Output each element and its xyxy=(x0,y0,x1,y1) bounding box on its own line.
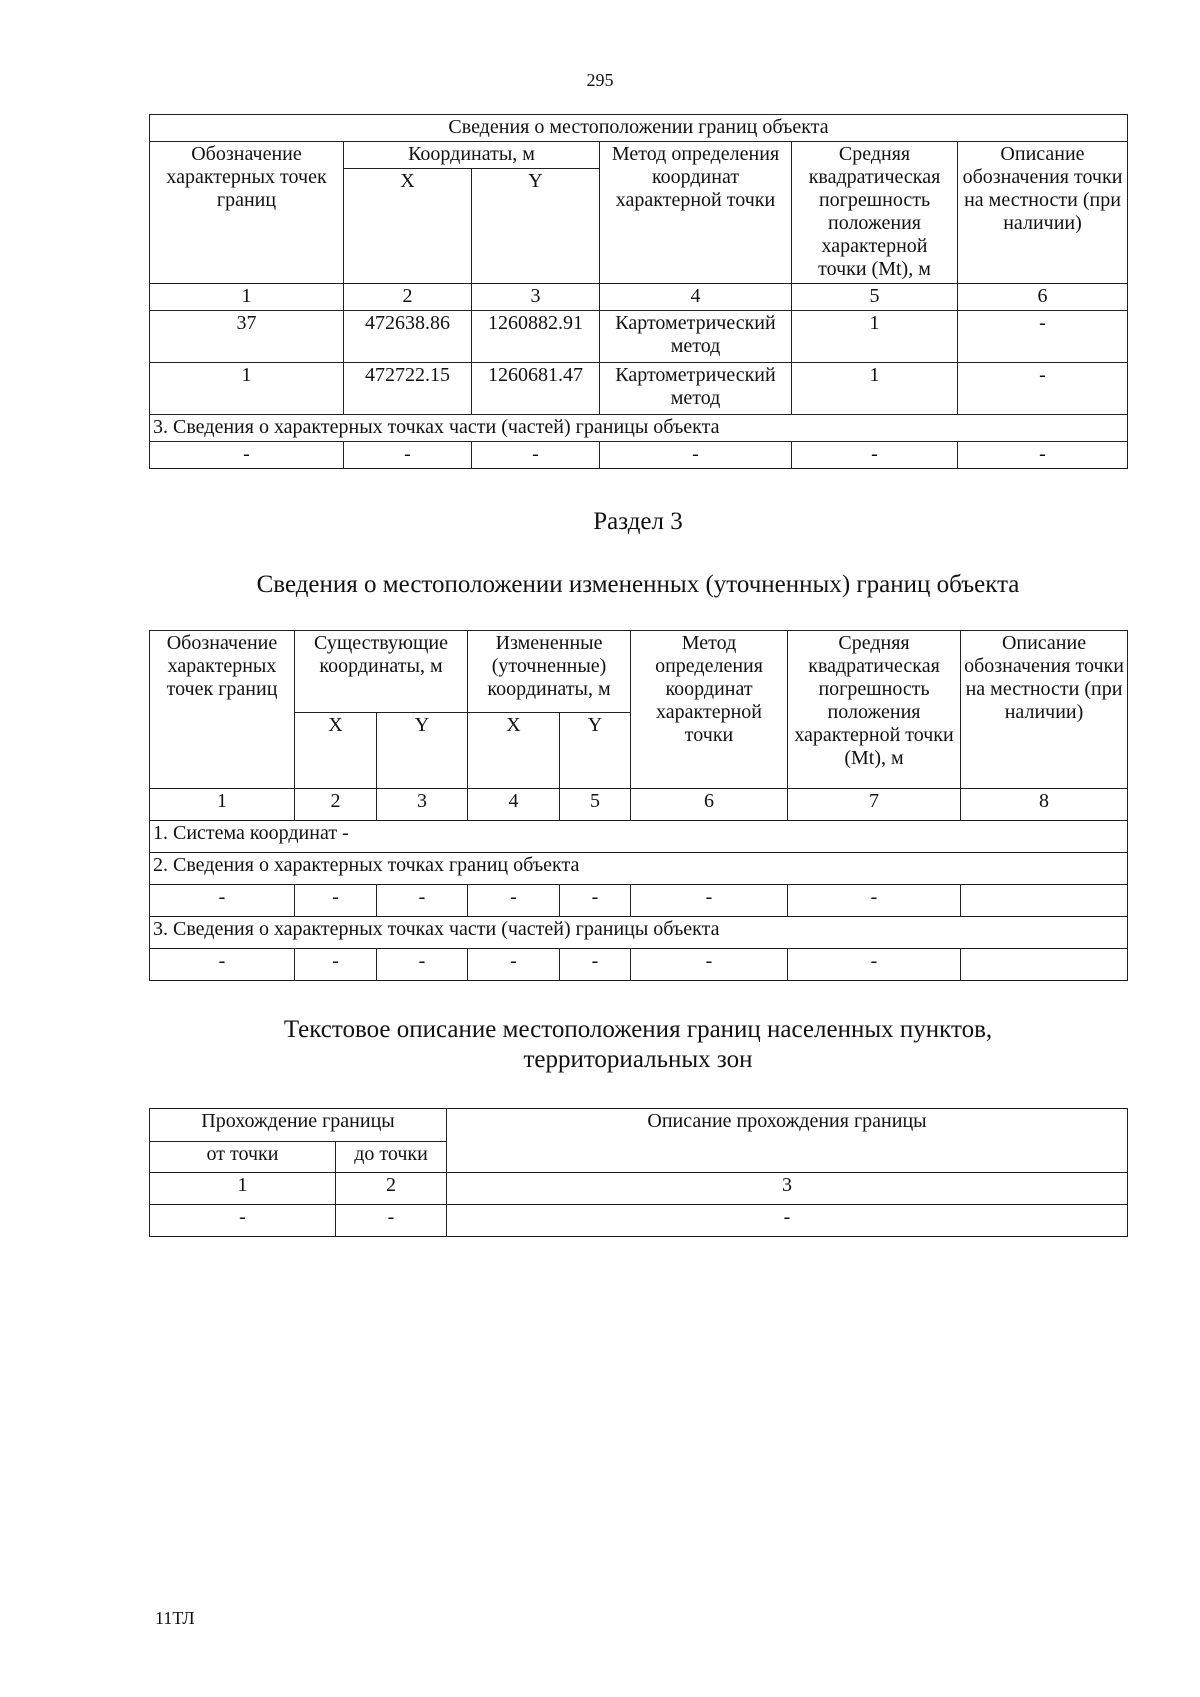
header-existing-coordinates: Существующие координаты, м xyxy=(295,631,468,713)
header-point: Обозначение характерных точек границ xyxy=(150,142,344,284)
empty-cell: - xyxy=(788,885,961,917)
method: Картометрический метод xyxy=(600,311,792,363)
column-number: 3 xyxy=(377,789,468,821)
column-number: 5 xyxy=(560,789,631,821)
table-row xyxy=(150,311,1128,363)
coord-x: 472638.86 xyxy=(344,311,472,363)
section-subtitle: Сведения о местоположении измененных (уточненных) границ объекта xyxy=(256,571,1020,598)
description: - xyxy=(958,311,1128,363)
empty-cell: - xyxy=(792,442,958,469)
empty-cell: - xyxy=(600,442,792,469)
empty-cell: - xyxy=(631,885,788,917)
page-number: 295 xyxy=(586,70,614,90)
empty-cell: - xyxy=(472,442,600,469)
section-2-label: 2. Сведения о характерных точках границ объекта xyxy=(150,853,1128,885)
column-number: 2 xyxy=(336,1173,447,1205)
empty-cell: - xyxy=(377,949,468,981)
header-point: Обозначение характерных точек границ xyxy=(150,631,295,789)
header-x: X xyxy=(344,169,472,284)
column-number: 1 xyxy=(150,789,295,821)
coord-y: 1260882.91 xyxy=(472,311,600,363)
table-title: Сведения о местоположении границ объекта xyxy=(150,115,1128,142)
empty-cell: - xyxy=(150,885,295,917)
section-3-label: 3. Сведения о характерных точках части (частей) границы объекта xyxy=(150,917,1128,949)
error: 1 xyxy=(792,363,958,415)
empty-cell: - xyxy=(150,1205,336,1237)
header-to-point: до точки xyxy=(336,1142,447,1173)
empty-cell: - xyxy=(560,885,631,917)
boundary-location-table xyxy=(149,114,1128,469)
header-x: X xyxy=(468,713,560,789)
header-changed-coordinates: Измененные (уточненные) координаты, м xyxy=(468,631,631,713)
coord-y: 1260681.47 xyxy=(472,363,600,415)
header-method: Метод определения координат характерной точки xyxy=(600,142,792,284)
column-number: 4 xyxy=(468,789,560,821)
column-numbers-row xyxy=(150,284,1128,311)
header-coordinates: Координаты, м xyxy=(344,142,600,169)
table-row xyxy=(150,1205,1128,1237)
description: - xyxy=(958,363,1128,415)
error: 1 xyxy=(792,311,958,363)
column-number: 7 xyxy=(788,789,961,821)
empty-cell: - xyxy=(631,949,788,981)
empty-cell: - xyxy=(377,885,468,917)
point-id: 37 xyxy=(150,311,344,363)
header-y: Y xyxy=(560,713,631,789)
column-number: 3 xyxy=(472,284,600,311)
column-numbers-row xyxy=(150,789,1128,821)
empty-cell: - xyxy=(468,885,560,917)
table-row xyxy=(150,442,1128,469)
empty-cell: - xyxy=(295,949,377,981)
text-title-line-1: Текстовое описание местоположения границ населенных пунктов, xyxy=(283,1016,993,1043)
header-y: Y xyxy=(377,713,468,789)
empty-cell: - xyxy=(447,1205,1128,1237)
header-passage: Прохождение границы xyxy=(150,1109,447,1142)
header-description: Описание обозначения точки на местности (при наличии) xyxy=(961,631,1128,789)
footer-code: 11ТЛ xyxy=(155,1608,195,1628)
coord-x: 472722.15 xyxy=(344,363,472,415)
empty-cell: - xyxy=(958,442,1128,469)
header-error: Средняя квадратическая погрешность положения характерной точки (Mt), м xyxy=(792,142,958,284)
empty-cell: - xyxy=(295,885,377,917)
column-number: 5 xyxy=(792,284,958,311)
column-number: 2 xyxy=(295,789,377,821)
text-description-title xyxy=(0,1015,1200,1075)
empty-cell xyxy=(961,885,1128,917)
column-number: 8 xyxy=(961,789,1128,821)
empty-cell: - xyxy=(560,949,631,981)
table-row xyxy=(150,885,1128,917)
header-method: Метод определения координат характерной точки xyxy=(631,631,788,789)
column-number: 2 xyxy=(344,284,472,311)
header-x: X xyxy=(295,713,377,789)
empty-cell: - xyxy=(468,949,560,981)
column-numbers-row xyxy=(150,1173,1128,1205)
section-3-label: 3. Сведения о характерных точках части (частей) границы объекта xyxy=(150,415,1128,442)
empty-cell xyxy=(961,949,1128,981)
text-title-line-2: территориальных зон xyxy=(523,1046,753,1073)
table-row xyxy=(150,949,1128,981)
changed-boundary-table xyxy=(149,630,1128,981)
section-title: Раздел 3 xyxy=(593,508,683,535)
header-passage-description: Описание прохождения границы xyxy=(447,1109,1128,1173)
column-number: 3 xyxy=(447,1173,1128,1205)
empty-cell: - xyxy=(336,1205,447,1237)
column-number: 1 xyxy=(150,284,344,311)
header-description: Описание обозначения точки на местности (при наличии) xyxy=(958,142,1128,284)
column-number: 4 xyxy=(600,284,792,311)
empty-cell: - xyxy=(344,442,472,469)
empty-cell: - xyxy=(788,949,961,981)
column-number: 6 xyxy=(631,789,788,821)
point-id: 1 xyxy=(150,363,344,415)
empty-cell: - xyxy=(150,949,295,981)
table-row xyxy=(150,363,1128,415)
boundary-passage-table xyxy=(149,1108,1128,1237)
empty-cell: - xyxy=(150,442,344,469)
header-error: Средняя квадратическая погрешность положения характерной точки (Mt), м xyxy=(788,631,961,789)
column-number: 1 xyxy=(150,1173,336,1205)
method: Картометрический метод xyxy=(600,363,792,415)
column-number: 6 xyxy=(958,284,1128,311)
header-y: Y xyxy=(472,169,600,284)
coordinate-system-label: 1. Система координат - xyxy=(150,821,1128,853)
header-from-point: от точки xyxy=(150,1142,336,1173)
